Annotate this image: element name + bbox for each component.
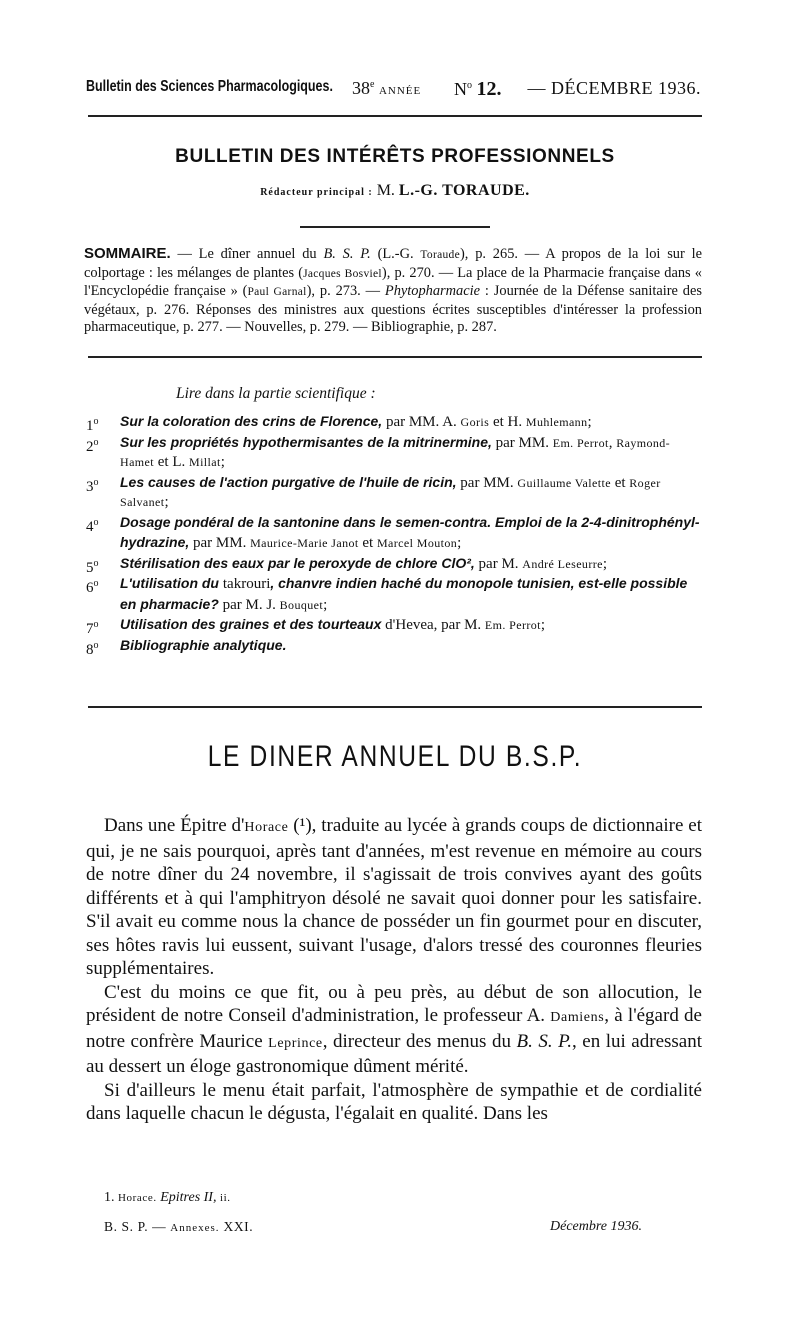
toc-rule [88, 706, 702, 708]
article-body [86, 814, 702, 1126]
issue-number: $N^o$ 12. [454, 78, 502, 100]
toc-item: 5$^o$ Stérilisation des eaux par le peroxyde de chlore ClO², par M. André Leseurre; [86, 554, 608, 576]
toc-item: 1$^o$ Sur la coloration des crins de Florence, par MM. A. Goris et H. Muhlemann; [86, 413, 592, 434]
paragraph: Dans une Épitre d'Horace (¹), traduite au lycée à grands coups de dictionnaire et qui, je ne sais pourquoi, après tant d'années, m'est revenue en mémoire au cours de notre dîner du 24 novembre, il s'agissait de trois convives ayant des goûts différents et à qui l'amphitryon désolé ne savait quoi donner pour les satisfaire. S'il avait eu comme nous la chance de posséder un fin gourmet pour en discuter, ses hôtes ravis lui eussent, suivant l'usage, d'alors tressé des couronnes fleuries supplémentaires. [86, 815, 702, 979]
lire-heading: Lire dans la partie scientifique : [176, 385, 376, 402]
redacteur-name: L.-G. TORAUDE. [398, 182, 530, 199]
footer-annex: B. S. P. — Annexes. XXI. [104, 1219, 254, 1234]
paragraph: Si d'ailleurs le menu était parfait, l'atmosphère de sympathie et de cordialité dans laquelle chacun le dégusta, l'égalait en qualité. Dans les [86, 1079, 702, 1124]
journal-year: 38e ANNÉE [352, 78, 422, 98]
toc-item: 6$^o$ L'utilisation du takrouri, chanvre indien haché du monopole tunisien, est-elle possible en pharmacie? par M. J. Bouquet; [86, 575, 688, 613]
short-rule [300, 226, 490, 228]
paragraph: C'est du moins ce que fit, ou à peu près, au début de son allocution, le président de notre Conseil d'administration, le professeur A. Damiens, à l'égard de notre confrère Maurice Leprince, directeur des menus du B. S. P., en lui adressant au dessert un éloge gastronomique dûment mérité. [86, 981, 703, 1077]
scientific-toc [86, 412, 700, 656]
footer-date: Décembre 1936. [550, 1219, 643, 1234]
toc-item: 4$^o$ Dosage pondéral de la santonine dans le semen-contra. Emploi de la 2-4-dinitrophényl-hydrazine, par MM. Maurice-Marie Janot et Marcel Mouton; [86, 513, 700, 551]
journal-name: Bulletin des Sciences Pharmacologiques. [86, 78, 333, 95]
toc-item: 7$^o$ Utilisation des graines et des tourteaux d'Hevea, par M. Em. Perrot; [86, 616, 546, 637]
sommaire-label: SOMMAIRE. [84, 245, 171, 262]
article-title: LE DINER ANNUEL DU B.S.P. [207, 740, 583, 773]
toc-item: 3$^o$ Les causes de l'action purgative de l'huile de ricin, par MM. Guillaume Valette et Roger Salvanet; [86, 473, 661, 510]
redacteur-line: Rédacteur principal : M. L.-G. TORAUDE. [260, 182, 530, 199]
bulletin-title: BULLETIN DES INTÉRÊTS PROFESSIONNELS [175, 146, 615, 167]
footnote: 1. Horace. Epitres II, ii. [104, 1190, 231, 1205]
issue-date: — DÉCEMBRE 1936. [527, 78, 701, 98]
redacteur-label: Rédacteur principal : [260, 187, 373, 198]
running-head [86, 78, 701, 104]
toc-item: 2$^o$ Sur les propriétés hypothermisantes de la mitrinermine, par MM. Em. Perrot, Raymond-Hamet et L. Millat; [86, 433, 671, 470]
header-rule [88, 115, 702, 117]
toc-item: 8$^o$ Bibliographie analytique. [86, 636, 287, 658]
sommaire-block: SOMMAIRE. — Le dîner annuel du B. S. P. (L.-G. Toraude), p. 265. — A propos de la loi sur le colportage : les mélanges de plantes (Jacques Bosviel), p. 270. — La place de la Pharmacie française dans « l'Encyclopédie française » (Paul Garnal), p. 273. — Phytopharmacie : Journée de la Défense sanitaire des végétaux, p. 276. Réponses des ministres aux questions écrites susceptibles d'intéresser la profession pharmaceutique, p. 277. — Nouvelles, p. 279. — Bibliographie, p. 287. [84, 245, 702, 335]
sommaire-rule [88, 356, 702, 358]
